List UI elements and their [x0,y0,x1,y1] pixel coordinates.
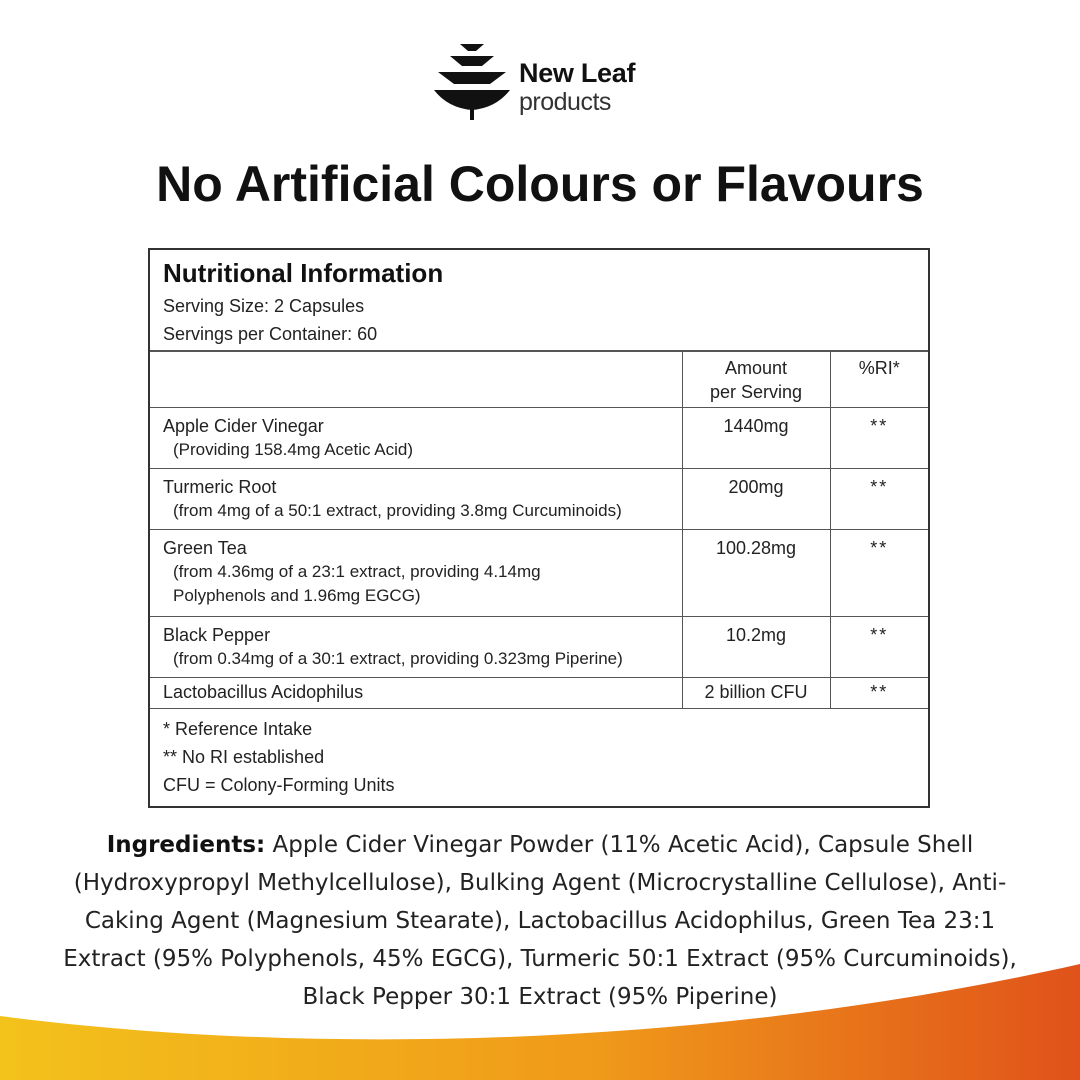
row-ri: ** [870,476,889,497]
column-header-ri: %RI* [830,350,928,407]
footnote-no-ri: ** No RI established [163,747,325,767]
table-row [150,677,928,708]
row-detail: (Providing 158.4mg Acetic Acid) [173,439,414,459]
row-amount: 200mg [728,476,784,497]
footnote-cfu: CFU = Colony-Forming Units [163,775,395,795]
row-ri: ** [870,415,889,436]
row-name: Lactobacillus Acidophilus [163,681,364,702]
column-header-amount: Amount per Serving [682,350,830,407]
nutrition-table [150,350,928,709]
row-name: Apple Cider Vinegar [163,415,324,436]
table-header-row [150,350,928,407]
brand-subtitle: products [519,88,611,116]
leaf-tree-icon [434,42,510,120]
serving-size: Serving Size: 2 Capsules [163,296,365,316]
row-name: Green Tea [163,537,247,558]
brand-logo [434,42,664,122]
table-row [150,468,928,529]
ingredients-label: Ingredients: [106,832,266,858]
nutrition-panel [148,248,930,808]
row-detail: (from 4mg of a 50:1 extract, providing 3.8mg Curcuminoids) [173,500,622,520]
row-name: Black Pepper [163,624,271,645]
row-amount: 1440mg [723,415,789,436]
row-ri: ** [870,624,889,645]
row-amount: 10.2mg [725,624,787,645]
row-name: Turmeric Root [163,476,277,497]
page-title: No Artificial Colours or Flavours [156,156,924,212]
wave-shape [0,964,1080,1080]
nutrition-title: Nutritional Information [163,258,444,288]
row-detail: (from 0.34mg of a 30:1 extract, providing 0.323mg Piperine) [173,648,623,668]
table-row [150,529,928,616]
servings-per-container: Servings per Container: 60 [163,324,378,344]
nutrition-header [150,250,928,352]
row-ri: ** [870,681,889,702]
footnote-reference-intake: * Reference Intake [163,719,313,739]
table-row [150,616,928,677]
row-amount: 2 billion CFU [704,681,808,702]
row-ri: ** [870,537,889,558]
row-detail: (from 4.36mg of a 23:1 extract, providing 4.14mg Polyphenols and 1.96mg EGCG) [173,561,541,605]
decorative-wave [0,940,1080,1080]
table-row [150,407,928,468]
brand-name: New Leaf [519,58,636,88]
row-amount: 100.28mg [715,537,797,558]
ingredients-text: Apple Cider Vinegar Powder (11% Acetic Acid), Capsule Shell (Hydroxypropyl Methylcellulose), Bulking Agent (Microcrystalline Cellulose), Anti-Caking Agent (Magnesium Stearate), Lactobacillus Acidophilus, Green Tea 23:1 Extract (95% Polyphenols, 45% EGCG), Turmeric 50:1 Extract (95% Curcuminoids), Black Pepper 30:1 Extract (95% Piperine) [63,832,1017,1010]
